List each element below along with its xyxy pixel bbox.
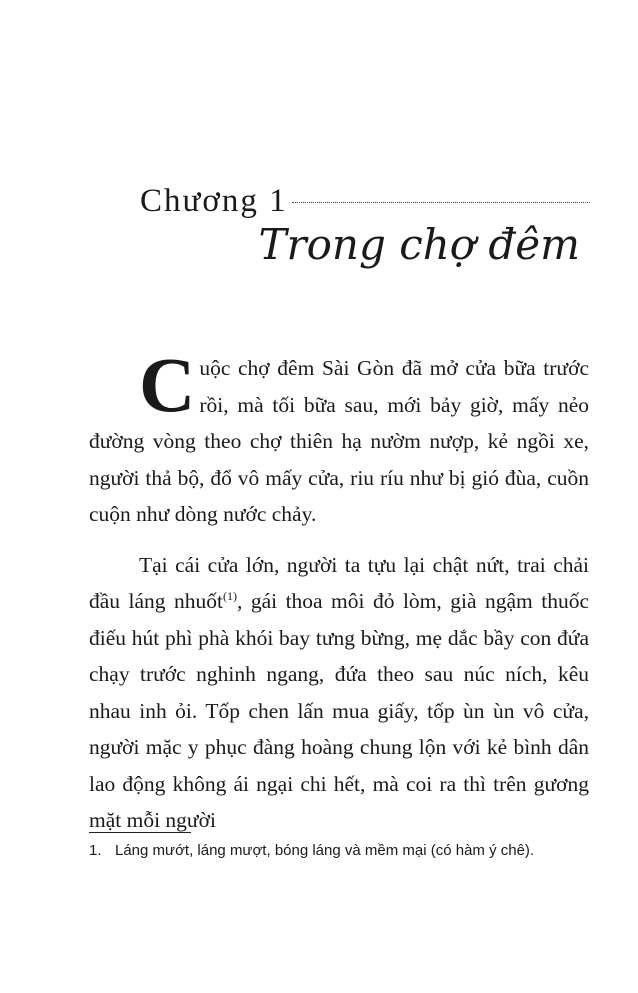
footnote-reference[interactable]: (1) (222, 588, 237, 603)
footnote-divider (89, 832, 191, 833)
paragraph-1-text: uộc chợ đêm Sài Gòn đã mở cửa bữa trước rồi, mà tối bữa sau, mới bảy giờ, mấy nẻo đường vòng theo chợ thiên hạ nườm nượp, kẻ ngồi xe, người thả bộ, đổ vô mấy cửa, riu ríu như bị gió đùa, cuồn cuộn như dòng nước chảy. (89, 356, 589, 526)
paragraph-2 (89, 547, 589, 839)
paragraph-1 (89, 341, 589, 533)
chapter-heading (140, 183, 590, 220)
chapter-title: Trong chợ đêm (258, 220, 580, 269)
drop-cap: C (139, 341, 196, 428)
paragraph-2-text-end: , gái thoa môi đỏ lòm, già ngậm thuốc điếu hút phì phà khói bay tưng bừng, mẹ dắc bầy con đứa chạy trước nghinh ngang, đứa theo sau núc ních, kêu nhau inh ỏi. Tốp chen lấn mua giấy, tốp ùn ùn vô cửa, người mặc y phục đàng hoàng chung lộn với kẻ bình dân lao động không ái ngại chi hết, mà coi ra thì trên gương mặt mỗi người (89, 589, 589, 832)
paragraph-2-text-start: Tại cái cửa lớn, người ta tựu lại chật nứt, trai chải đầu láng nhuốt (89, 552, 589, 613)
footnote (89, 842, 609, 859)
footnote-number: 1. (89, 842, 102, 859)
footnote-text: Láng mướt, láng mượt, bóng láng và mềm mại (có hàm ý chê). (115, 842, 535, 859)
body-text (89, 341, 589, 839)
dotted-leader (292, 201, 590, 203)
chapter-label: Chương 1 (140, 183, 288, 219)
